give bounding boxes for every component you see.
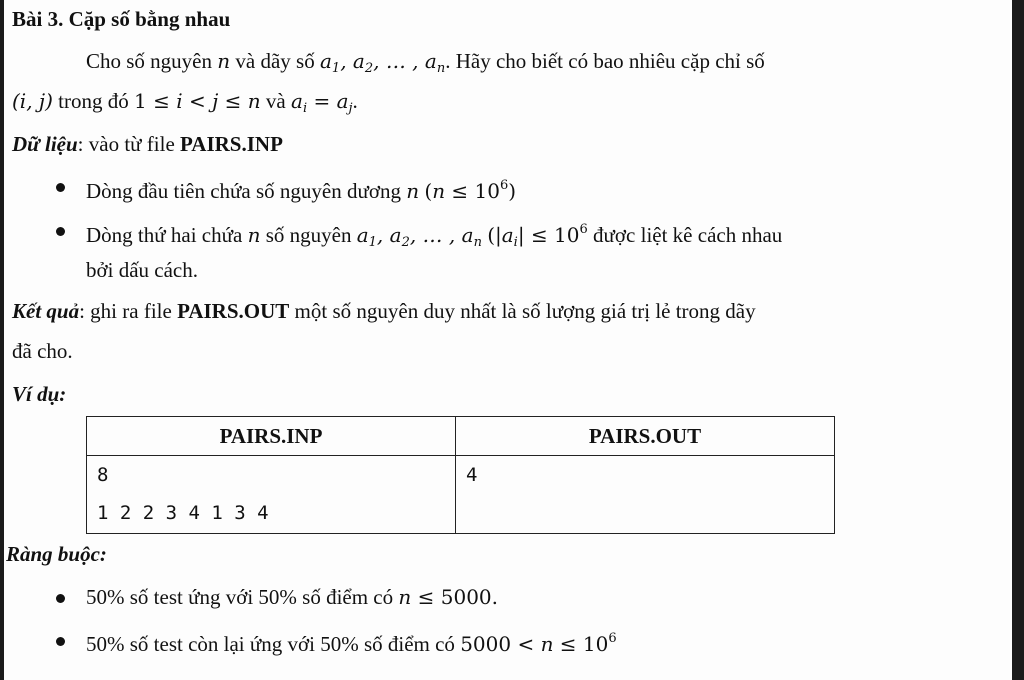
input-bullet-1: Dòng đầu tiên chứa số nguyên dương n $(n \le 10^6)$ [86, 178, 517, 203]
right-border [1012, 0, 1024, 680]
constraints-heading: Ràng buộc: [6, 542, 107, 566]
bullet-dot [56, 183, 65, 192]
problem-title: Bài 3. Cặp số bằng nhau [12, 7, 231, 31]
constraint-item-2: 50% số test còn lại ứng với 50% số điểm có $5000 < n \le 10^6$ [86, 631, 617, 656]
input-bullet-2-continued: bởi dấu cách. [86, 258, 198, 282]
constraint-item-1: 50% số test ứng với 50% số điểm có n ≤ 5000. [86, 585, 498, 609]
example-input-header: PAIRS.INP [87, 417, 456, 456]
example-output-cell [456, 456, 835, 534]
example-input-line-2: 1 2 2 3 4 1 3 4 [97, 502, 269, 524]
example-output-line-1: 4 [466, 464, 478, 486]
bullet-dot [56, 227, 65, 236]
bullet-dot [56, 637, 65, 646]
example-input-cell [87, 456, 456, 534]
example-table [86, 416, 835, 534]
output-heading-continued: đã cho. [12, 339, 73, 363]
example-output-header: PAIRS.OUT [456, 417, 835, 456]
input-bullet-2: Dòng thứ hai chứa n số nguyên $a_1$, $a_2$, … , $a_n$ ($|a_i| \le 10^6$ được liệt kê cách nhau [86, 222, 783, 250]
example-input-line-1: 8 [97, 464, 109, 486]
statement-line-1: Cho số nguyên n và dãy số $a_1$, $a_2$, … , $a_n$. Hãy cho biết có bao nhiêu cặp chỉ số [86, 49, 765, 76]
example-heading: Ví dụ: [12, 382, 67, 406]
left-border [0, 0, 4, 680]
statement-line-2: (i, j) trong đó 1 ≤ i < j ≤ n và $a_i = a_j$. [12, 89, 358, 116]
bullet-dot [56, 594, 65, 603]
output-heading: Kết quả: ghi ra file PAIRS.OUT một số nguyên duy nhất là số lượng giá trị lẻ trong dãy [12, 299, 756, 323]
input-heading: Dữ liệu: vào từ file PAIRS.INP [12, 132, 283, 156]
